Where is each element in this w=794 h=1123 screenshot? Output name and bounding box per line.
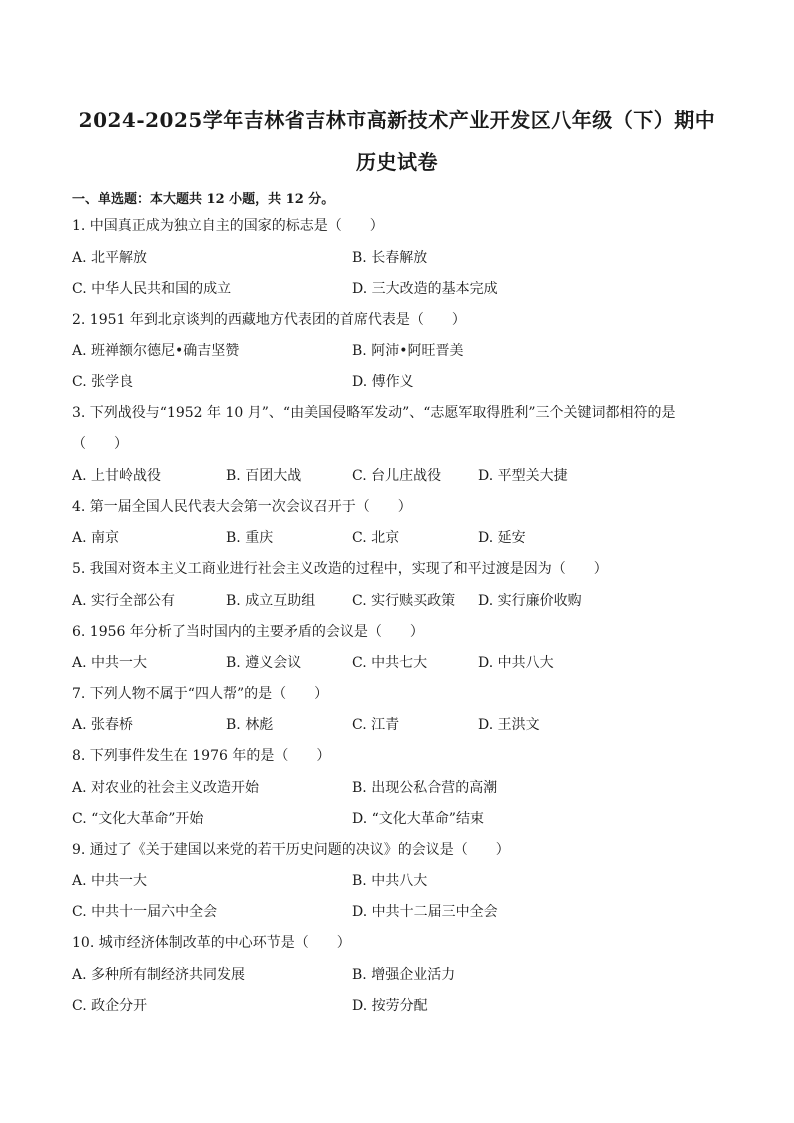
question-2-option-c: C. 张学良 (72, 374, 134, 390)
question-9-option-d: D. 中共十二届三中全会 (352, 904, 498, 920)
section-heading: 一、单选题：本大题共 12 小题，共 12 分。 (72, 192, 335, 207)
question-8-option-b: B. 出现公私合营的高潮 (352, 780, 498, 796)
question-4-option-b: B. 重庆 (226, 530, 274, 546)
question-9-stem: 9. 通过了《关于建国以来党的若干历史问题的决议》的会议是（ ） (72, 842, 510, 858)
question-8-option-d: D. “文化大革命”结束 (352, 811, 484, 827)
question-7-stem: 7. 下列人物不属于“四人帮”的是（ ） (72, 686, 329, 702)
question-10-option-d: D. 按劳分配 (352, 998, 428, 1014)
question-1-option-a: A. 北平解放 (72, 250, 148, 266)
question-3-option-b: B. 百团大战 (226, 468, 302, 484)
question-9-option-a: A. 中共一大 (72, 873, 148, 889)
question-1-option-c: C. 中华人民共和国的成立 (72, 281, 232, 297)
question-9-option-b: B. 中共八大 (352, 873, 428, 889)
question-2-option-a: A. 班禅额尔德尼•确吉坚赞 (72, 343, 240, 359)
question-1-option-d: D. 三大改造的基本完成 (352, 281, 498, 297)
question-10-option-a: A. 多种所有制经济共同发展 (72, 967, 246, 983)
question-2-option-d: D. 傅作义 (352, 374, 414, 390)
question-6-option-b: B. 遵义会议 (226, 655, 302, 671)
question-5-option-a: A. 实行全部公有 (72, 593, 176, 609)
question-4-stem: 4. 第一届全国人民代表大会第一次会议召开于（ ） (72, 499, 412, 515)
question-7-option-b: B. 林彪 (226, 717, 274, 733)
question-3-option-a: A. 上甘岭战役 (72, 468, 162, 484)
question-10-stem: 10. 城市经济体制改革的中心环节是（ ） (72, 935, 351, 951)
exam-title-line2: 历史试卷 (356, 150, 438, 174)
question-3-stem-cont: （ ） (72, 436, 128, 452)
question-2-stem: 2. 1951 年到北京谈判的西藏地方代表团的首席代表是（ ） (72, 312, 466, 328)
question-1-stem: 1. 中国真正成为独立自主的国家的标志是（ ） (72, 218, 384, 234)
question-3-stem: 3. 下列战役与“1952 年 10 月”、“由美国侵略军发动”、“志愿军取得胜利”三个关键词都相符的是 (72, 405, 676, 421)
question-7-option-a: A. 张春桥 (72, 717, 134, 733)
question-8-stem: 8. 下列事件发生在 1976 年的是（ ） (72, 748, 331, 764)
exam-title-line1: 2024-2025学年吉林省吉林市高新技术产业开发区八年级（下）期中 (78, 108, 716, 132)
question-4-option-a: A. 南京 (72, 530, 120, 546)
question-5-option-b: B. 成立互助组 (226, 593, 316, 609)
question-5-stem: 5. 我国对资本主义工商业进行社会主义改造的过程中，实现了和平过渡是因为（ ） (72, 561, 608, 577)
question-2-option-b: B. 阿沛•阿旺晋美 (352, 343, 464, 359)
question-8-option-c: C. “文化大革命”开始 (72, 811, 204, 827)
question-3-option-c: C. 台儿庄战役 (352, 468, 442, 484)
question-8-option-a: A. 对农业的社会主义改造开始 (72, 780, 260, 796)
question-7-option-d: D. 王洪文 (478, 717, 540, 733)
question-6-option-d: D. 中共八大 (478, 655, 554, 671)
question-6-stem: 6. 1956 年分析了当时国内的主要矛盾的会议是（ ） (72, 624, 424, 640)
question-6-option-c: C. 中共七大 (352, 655, 428, 671)
question-5-option-d: D. 实行廉价收购 (478, 593, 582, 609)
question-10-option-c: C. 政企分开 (72, 998, 148, 1014)
question-4-option-c: C. 北京 (352, 530, 400, 546)
question-5-option-c: C. 实行赎买政策 (352, 593, 456, 609)
question-7-option-c: C. 江青 (352, 717, 400, 733)
question-9-option-c: C. 中共十一届六中全会 (72, 904, 218, 920)
question-1-option-b: B. 长春解放 (352, 250, 428, 266)
question-6-option-a: A. 中共一大 (72, 655, 148, 671)
question-3-option-d: D. 平型关大捷 (478, 468, 568, 484)
question-10-option-b: B. 增强企业活力 (352, 967, 456, 983)
question-4-option-d: D. 延安 (478, 530, 526, 546)
